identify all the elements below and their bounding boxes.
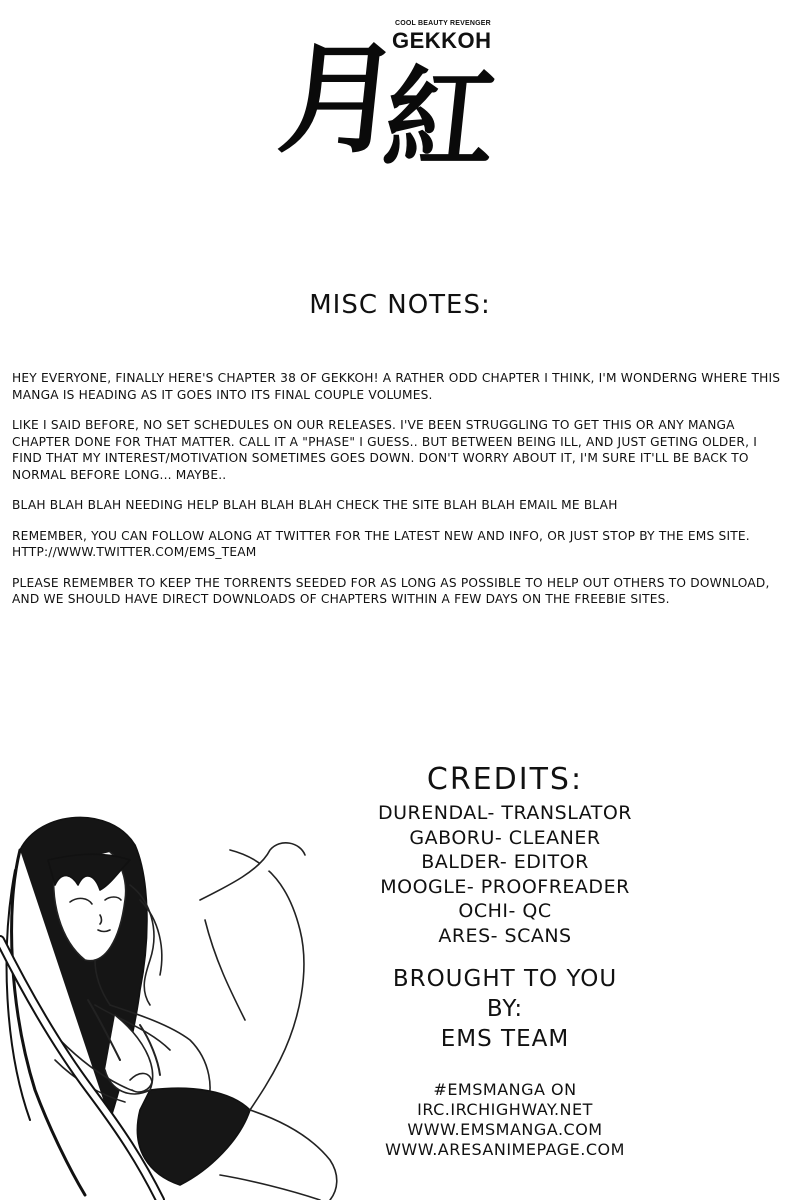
brought-to-you-block [340, 964, 670, 1054]
brought-line: BROUGHT TO YOU [392, 966, 618, 992]
credits-heading: CREDITS: [426, 762, 584, 797]
credit-line: ARES- SCANS [438, 924, 572, 947]
misc-notes-body [12, 370, 788, 622]
credit-line: BALDER- EDITOR [421, 851, 589, 873]
logo-title: GEKKOH [392, 28, 492, 53]
irc-channel: #EMSMANGA ON [433, 1080, 577, 1099]
website-link: WWW.ARESANIMEPAGE.COM [385, 1140, 625, 1159]
credits-section [340, 762, 670, 1160]
credit-line: DURENDAL- TRANSLATOR [377, 802, 632, 824]
logo-kanji-moon: 月 [272, 29, 408, 170]
notes-paragraph: HEY EVERYONE, FINALLY HERE'S CHAPTER 38 OF GEKKOH! A RATHER ODD CHAPTER I THINK, I'M WONDERNG WHERE THIS MANGA IS HEADING AS IT GOES INTO ITS FINAL COUPLE VOLUMES. [12, 371, 781, 402]
notes-paragraph: BLAH BLAH BLAH NEEDING HELP BLAH BLAH BLAH CHECK THE SITE BLAH BLAH EMAIL ME BLAH [12, 498, 618, 512]
notes-paragraph: LIKE I SAID BEFORE, NO SET SCHEDULES ON OUR RELEASES. I'VE BEEN STRUGGLING TO GET THIS OR ANY MANGA CHAPTER DONE FOR THAT MATTER. CALL IT A "PHASE" I GUESS.. BUT BETWEEN BEING ILL, AND JUST GETING OLDER, I FIND THAT MY INTEREST/MOTIVATION SOMETIMES GOES DOWN. DON'T WORRY ABOUT IT, I'M SURE IT'LL BE BACK TO NORMAL BEFORE LONG... MAYBE.. [12, 418, 758, 482]
brought-line: BY: [486, 996, 524, 1022]
character-illustration [0, 790, 360, 1200]
contact-block [340, 1080, 670, 1160]
notes-paragraph: PLEASE REMEMBER TO KEEP THE TORRENTS SEEDED FOR AS LONG AS POSSIBLE TO HELP OUT OTHERS TO DOWNLOAD, AND WE SHOULD HAVE DIRECT DOWNLOADS OF CHAPTERS WITHIN A FEW DAYS ON THE FREEBIE SITES. [12, 575, 770, 606]
credit-line: OCHI- QC [458, 900, 552, 922]
credit-line: MOOGLE- PROOFREADER [380, 875, 630, 898]
irc-server: IRC.IRCHIGHWAY.NET [417, 1100, 593, 1119]
website-link: WWW.EMSMANGA.COM [407, 1120, 603, 1139]
gekkoh-logo [270, 18, 530, 218]
team-name: EMS TEAM [440, 1026, 570, 1052]
misc-notes-heading: MISC NOTES: [309, 290, 491, 320]
notes-paragraph: REMEMBER, YOU CAN FOLLOW ALONG AT TWITTER FOR THE LATEST NEW AND INFO, OR JUST STOP BY THE EMS SITE. HTTP://WWW.TWITTER.COM/EMS_TEAM [12, 528, 750, 559]
credit-line: GABORU- CLEANER [409, 826, 601, 849]
logo-kanji-crimson: 紅 [378, 54, 502, 183]
logo-tagline: COOL BEAUTY REVENGER [395, 20, 491, 27]
